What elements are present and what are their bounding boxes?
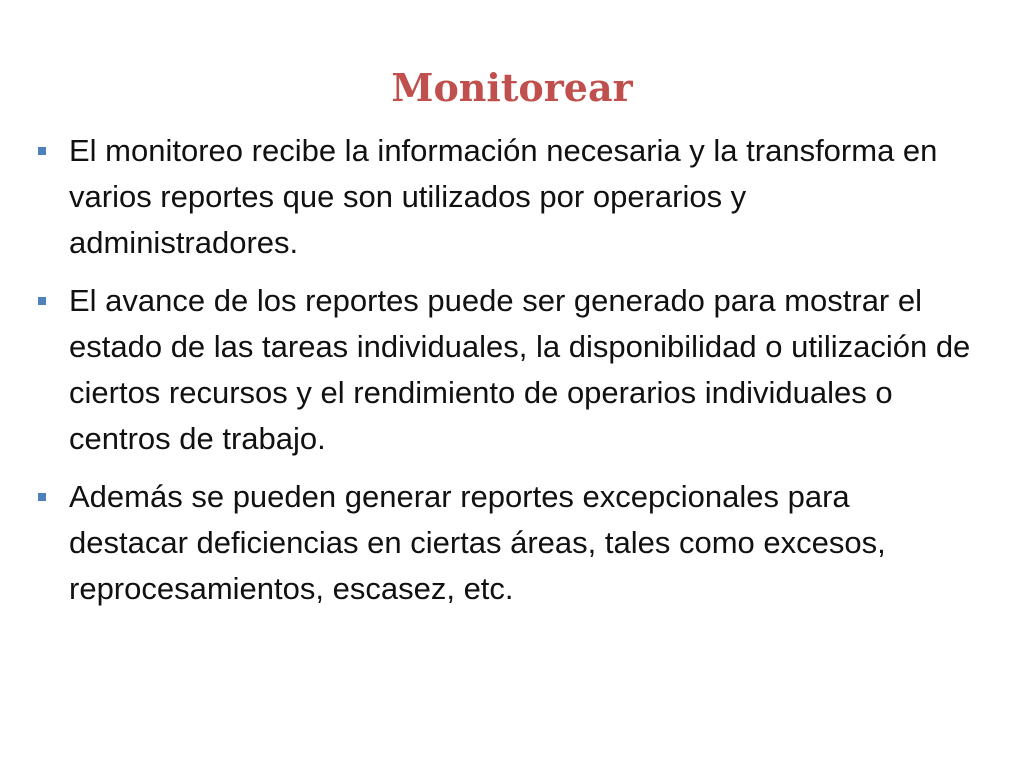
bullet-list bbox=[32, 128, 972, 624]
square-bullet-icon bbox=[38, 147, 46, 155]
bullet-item-1 bbox=[32, 128, 972, 266]
bullet-item-3 bbox=[32, 474, 972, 612]
bullet-item-2 bbox=[32, 278, 972, 462]
square-bullet-icon bbox=[38, 297, 46, 305]
bullet-text: El avance de los reportes puede ser generado para mostrar el estado de las tareas individuales, la disponibilidad o utilización de ciertos recursos y el rendimiento de operarios individuales o centros de trabajo. bbox=[69, 283, 971, 456]
bullet-text: El monitoreo recibe la información necesaria y la transforma en varios reportes que son utilizados por operarios y administradores. bbox=[69, 133, 938, 260]
square-bullet-icon bbox=[38, 493, 46, 501]
slide-title: Monitorear bbox=[391, 65, 633, 110]
bullet-text: Además se pueden generar reportes excepcionales para destacar deficiencias en ciertas áreas, tales como excesos, reprocesamientos, escasez, etc. bbox=[69, 479, 886, 606]
